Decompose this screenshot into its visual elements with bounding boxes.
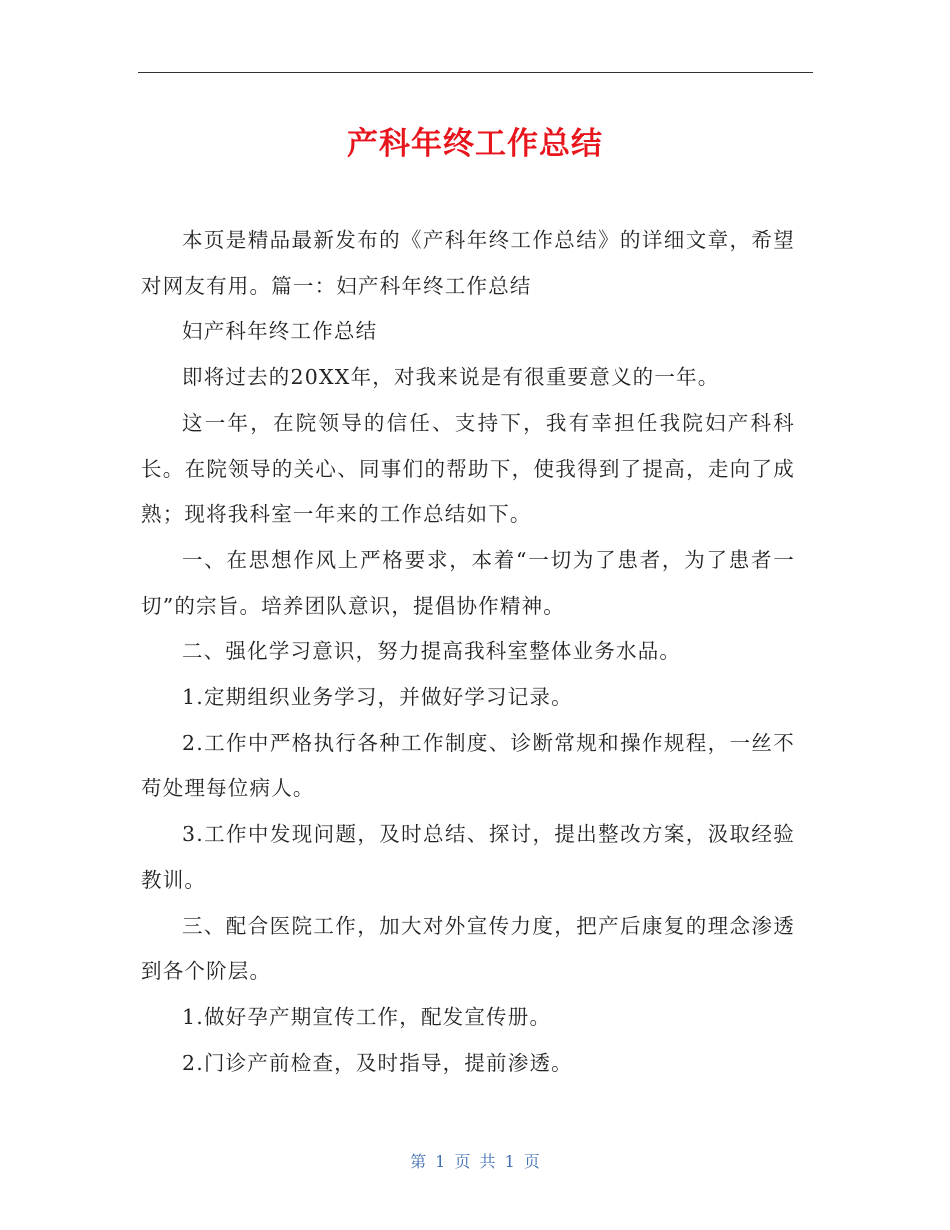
body-paragraph: 这一年，在院领导的信任、支持下，我有幸担任我院妇产科科长。在院领导的关心、同事们的帮助下，使我得到了提高，走向了成熟；现将我科室一年来的工作总结如下。 (141, 410, 795, 527)
document-title: 产科年终工作总结 (347, 126, 603, 162)
list-item: 3.工作中发现问题，及时总结、探讨，提出整改方案，汲取经验教训。 (141, 822, 795, 892)
header-rule (138, 72, 813, 73)
page-number: 第 1 页 共 1 页 (410, 1152, 540, 1171)
intro-paragraph: 本页是精品最新发布的《产科年终工作总结》的详细文章，希望对网友有用。篇一：妇产科年终工作总结 (141, 228, 795, 298)
body-paragraph: 三、配合医院工作，加大对外宣传力度，把产后康复的理念渗透到各个阶层。 (141, 913, 795, 984)
list-item: 2.门诊产前检查，及时指导，提前渗透。 (182, 1050, 573, 1075)
list-item: 1.定期组织业务学习，并做好学习记录。 (182, 685, 573, 710)
body-paragraph: 即将过去的20XX年，对我来说是有很重要意义的一年。 (182, 365, 720, 390)
body-paragraph: 二、强化学习意识，努力提高我科室整体业务水品。 (182, 639, 682, 664)
body-paragraph: 一、在思想作风上严格要求，本着“一切为了患者，为了患者一切”的宗旨。培养团队意识，提倡协作精神。 (141, 547, 795, 618)
section-heading: 妇产科年终工作总结 (182, 319, 378, 344)
list-item: 1.做好孕产期宣传工作，配发宣传册。 (182, 1004, 552, 1029)
list-item: 2.工作中严格执行各种工作制度、诊断常规和操作规程，一丝不苟处理每位病人。 (141, 730, 795, 801)
document-body (141, 218, 795, 1086)
